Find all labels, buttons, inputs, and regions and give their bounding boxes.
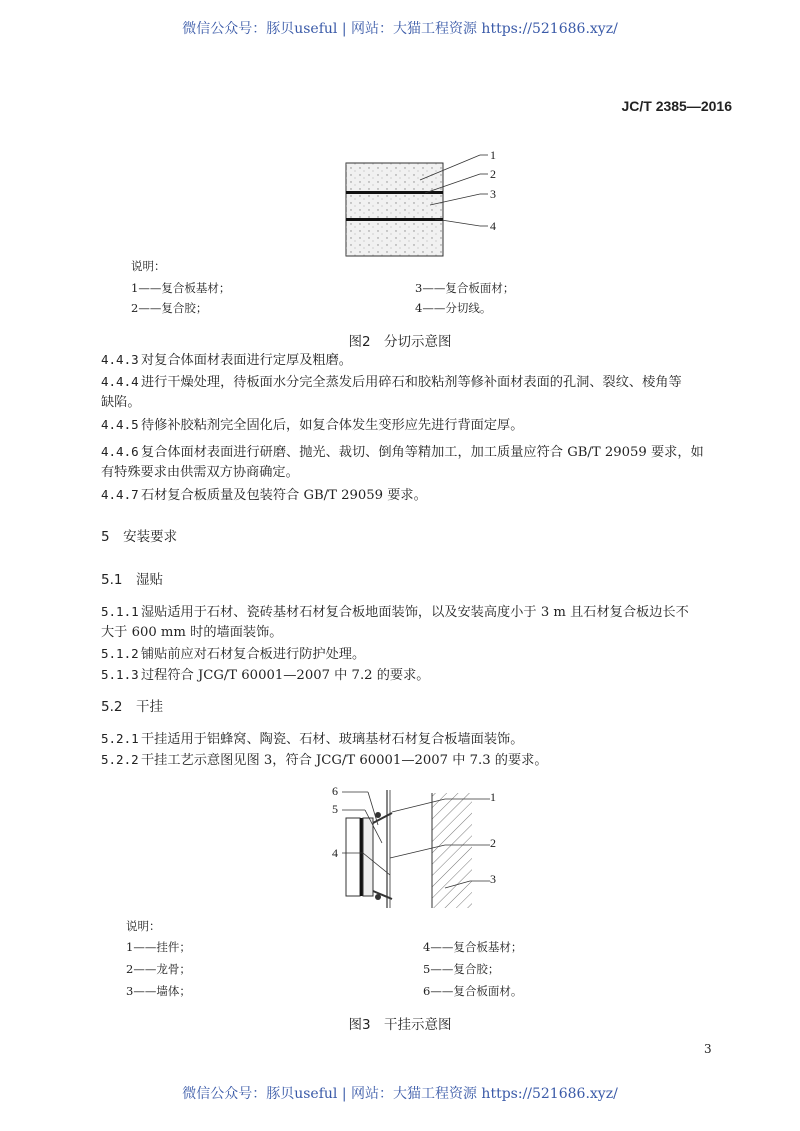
fig2-caption: 图2 分切示意图 xyxy=(348,334,452,350)
clause-5-1-3 xyxy=(101,665,429,686)
clause-continuation: 缺陷。 xyxy=(101,395,141,410)
fig3-legend-item: 1——挂件； xyxy=(126,940,191,954)
fig3-legend-item: 4——复合板基材； xyxy=(423,940,523,954)
clause-number: 4.4.7 xyxy=(101,487,139,502)
fig3-legend-item: 5——复合胶； xyxy=(423,962,500,976)
fig3-legend-item: 2——龙骨； xyxy=(126,962,191,976)
fig3-legend-item: 3——墙体； xyxy=(126,984,191,998)
clause-5-1-1 xyxy=(101,602,689,623)
fig3-label-4: 4 xyxy=(332,846,338,860)
standard-number: JC/T 2385—2016 xyxy=(621,98,732,114)
clause-text: 过程符合 JCG/T 60001—2007 中 7.2 的要求。 xyxy=(141,668,430,683)
clause-number: 4.4.6 xyxy=(101,444,139,459)
fig2-legend-item: 4——分切线。 xyxy=(415,301,492,315)
clause-number: 4.4.3 xyxy=(101,352,139,367)
fig3-label-6: 6 xyxy=(332,784,338,798)
clause-text: 铺贴前应对石材复合板进行防护处理。 xyxy=(141,647,366,662)
watermark-top: 微信公众号：豚贝useful | 网站：大猫工程资源 https://521686.xyz/ xyxy=(182,21,618,37)
fig3-label-2: 2 xyxy=(490,836,496,850)
clause-4-4-6 xyxy=(101,442,704,463)
fig2-legend-item: 1——复合板基材； xyxy=(131,281,231,295)
fig2-legend-item: 3——复合板面材； xyxy=(415,281,515,295)
fig3-label-5: 5 xyxy=(332,802,338,816)
clause-4-4-3 xyxy=(101,350,352,371)
clause-text: 待修补胶粘剂完全固化后，如复合体发生变形应先进行背面定厚。 xyxy=(141,418,524,433)
clause-number: 4.4.5 xyxy=(101,417,139,432)
section-5-2-heading: 5.2 干挂 xyxy=(101,699,163,715)
clause-text: 石材复合板质量及包装符合 GB/T 29059 要求。 xyxy=(141,488,427,503)
clause-number: 4.4.4 xyxy=(101,374,139,389)
figure-2-diagram xyxy=(340,145,520,265)
fig3-label-3: 3 xyxy=(490,872,496,886)
clause-number: 5.2.2 xyxy=(101,752,139,767)
fig3-legend-item: 6——复合板面材。 xyxy=(423,984,523,998)
fig3-label-1: 1 xyxy=(490,790,496,804)
clause-number: 5.1.1 xyxy=(101,604,139,619)
clause-text: 干挂适用于铝蜂窝、陶瓷、石材、玻璃基材石材复合板墙面装饰。 xyxy=(141,732,524,747)
clause-5-1-2 xyxy=(101,644,365,665)
clause-continuation: 有特殊要求由供需双方协商确定。 xyxy=(101,465,299,480)
fig2-label-2: 2 xyxy=(490,167,496,181)
figure-3-diagram xyxy=(330,785,510,910)
clause-number: 5.2.1 xyxy=(101,731,139,746)
watermark-bottom: 微信公众号：豚贝useful | 网站：大猫工程资源 https://521686.xyz/ xyxy=(182,1086,618,1102)
clause-text: 干挂工艺示意图见图 3，符合 JCG/T 60001—2007 中 7.3 的要求。 xyxy=(141,753,548,768)
fig2-legend-title: 说明： xyxy=(131,259,166,273)
clause-5-2-2 xyxy=(101,750,548,771)
section-5-1-heading: 5.1 湿贴 xyxy=(101,572,163,588)
fig2-label-1: 1 xyxy=(490,148,496,162)
section-5-heading: 5 安装要求 xyxy=(101,529,178,545)
fig3-legend-title: 说明： xyxy=(126,919,161,933)
clause-continuation: 大于 600 mm 时的墙面装饰。 xyxy=(101,625,283,640)
clause-5-2-1 xyxy=(101,729,523,750)
clause-text: 湿贴适用于石材、瓷砖基材石材复合板地面装饰，以及安装高度小于 3 m 且石材复合板边长不 xyxy=(141,605,689,620)
clause-4-4-5 xyxy=(101,415,523,436)
fig2-label-3: 3 xyxy=(490,187,496,201)
clause-4-4-7 xyxy=(101,485,427,506)
clause-text: 复合体面材表面进行研磨、抛光、裁切、倒角等精加工，加工质量应符合 GB/T 29059 要求，如 xyxy=(141,445,704,460)
page-number: 3 xyxy=(704,1042,712,1056)
clause-number: 5.1.2 xyxy=(101,646,139,661)
clause-text: 进行干燥处理，待板面水分完全蒸发后用碎石和胶粘剂等修补面材表面的孔洞、裂纹、棱角等 xyxy=(141,375,682,390)
clause-text: 对复合体面材表面进行定厚及粗磨。 xyxy=(141,353,352,368)
fig2-legend-item: 2——复合胶； xyxy=(131,301,208,315)
fig2-label-4: 4 xyxy=(490,219,496,233)
clause-4-4-4 xyxy=(101,372,682,393)
clause-number: 5.1.3 xyxy=(101,667,139,682)
fig3-caption: 图3 干挂示意图 xyxy=(348,1017,452,1033)
